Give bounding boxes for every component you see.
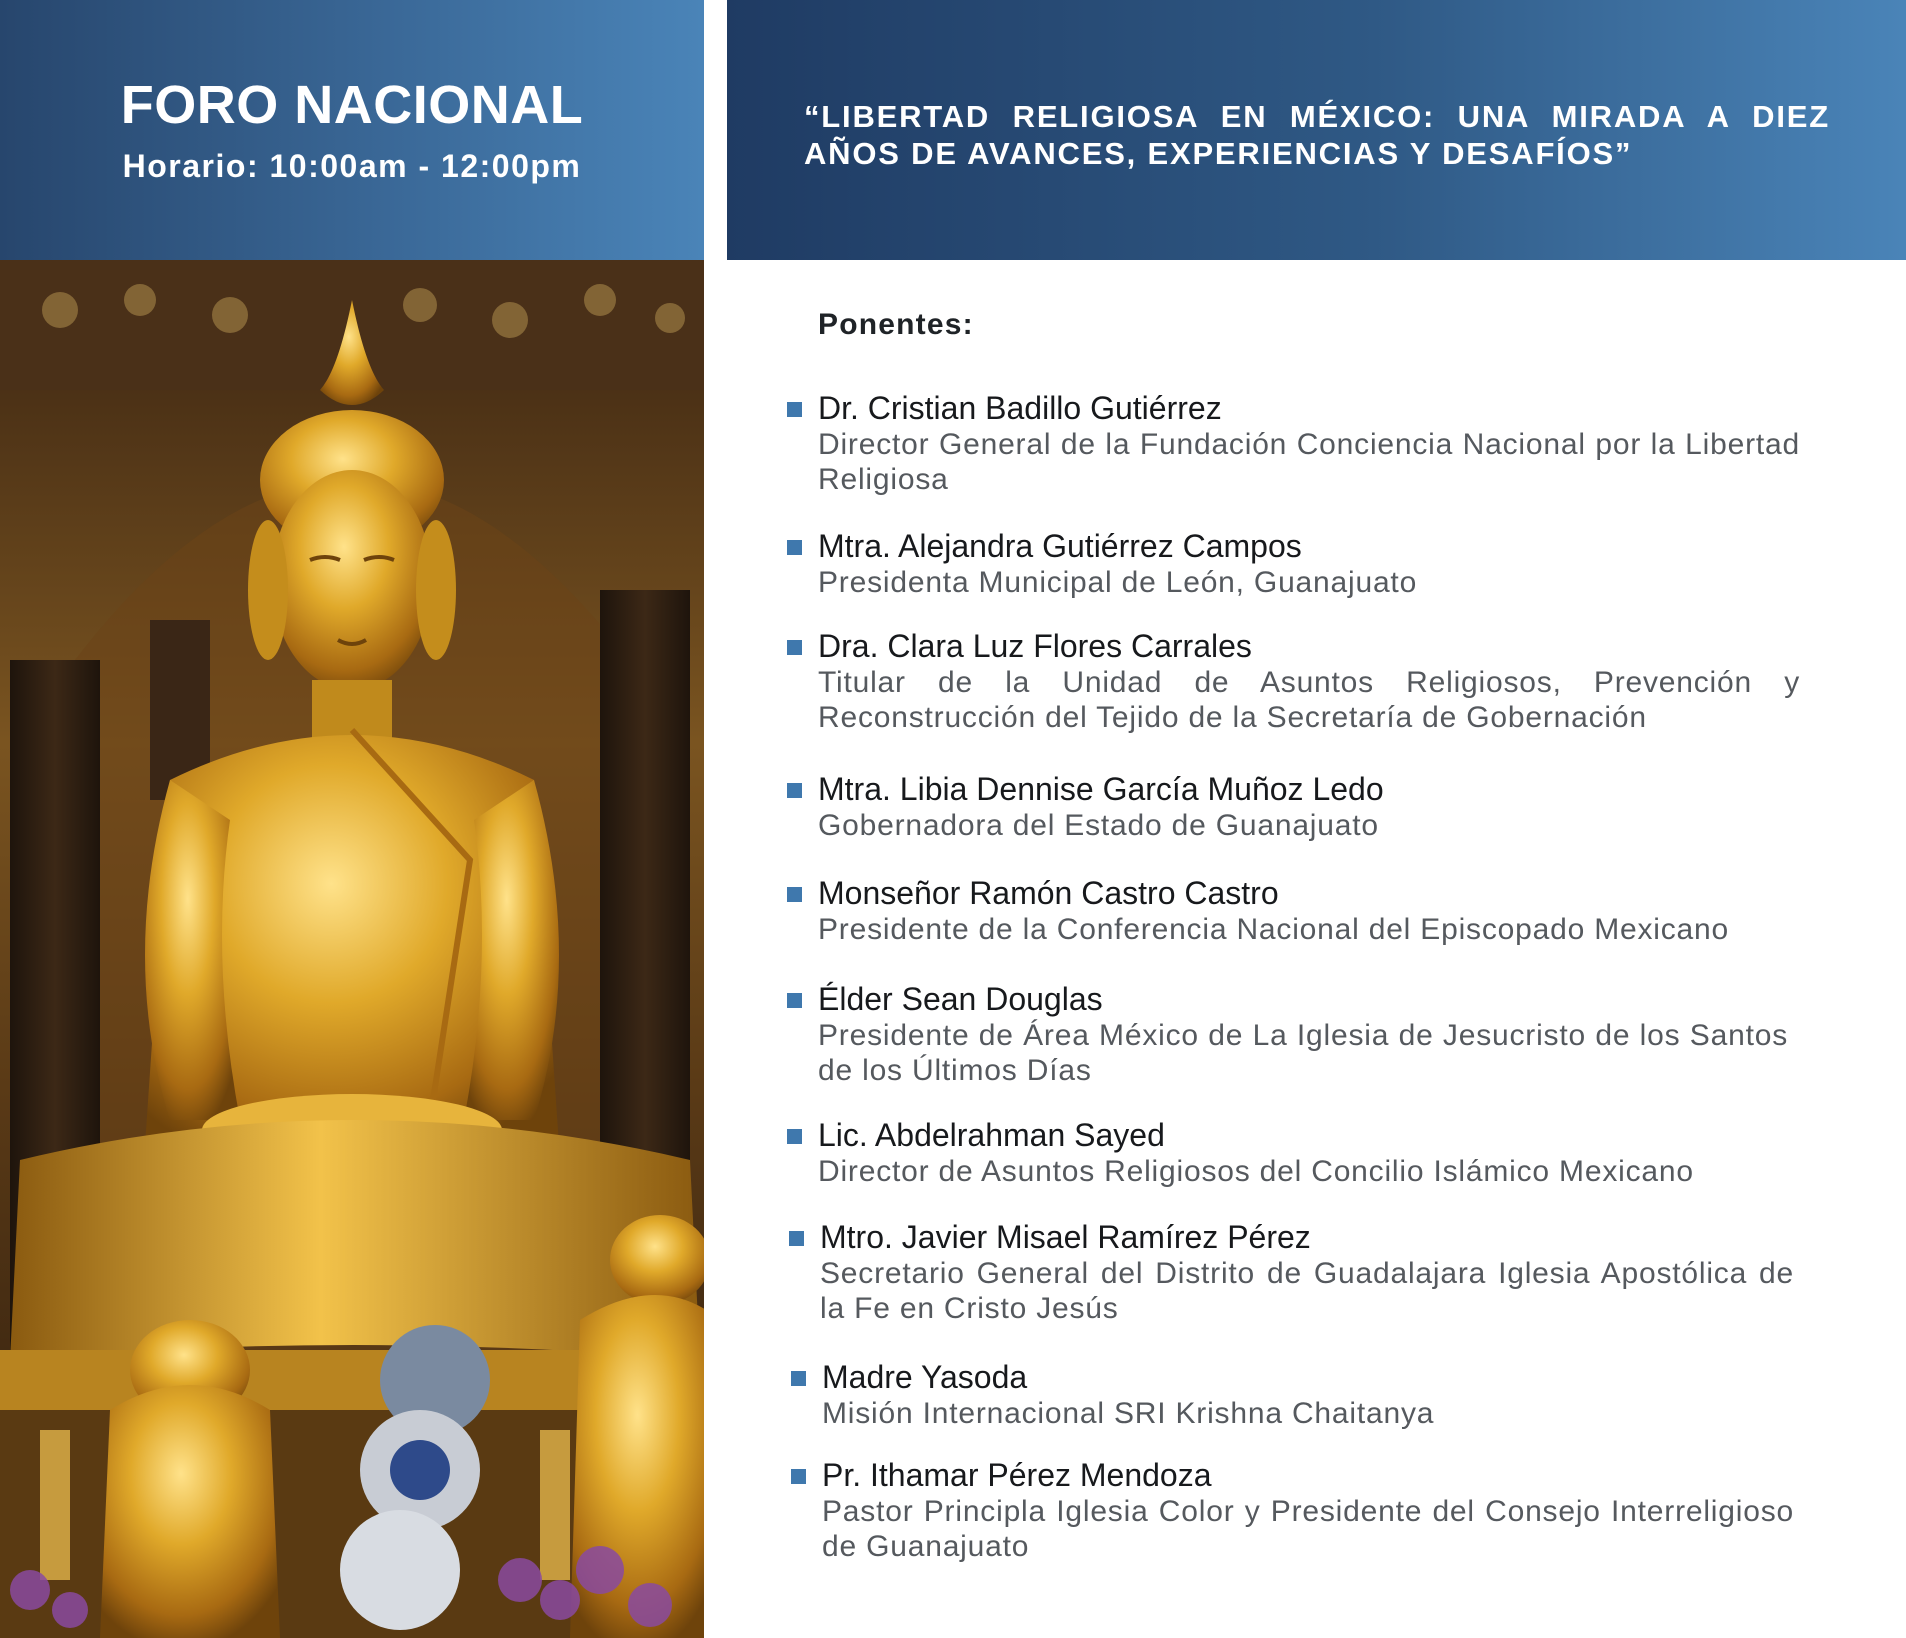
forum-theme-quote: “LIBERTAD RELIGIOSA EN MÉXICO: UNA MIRADA A DIEZ AÑOS DE AVANCES, EXPERIENCIAS Y DESAFÍOS” [804, 99, 1830, 171]
speaker-item [820, 1218, 1794, 1326]
speakers-heading: Ponentes: [818, 308, 974, 341]
speaker-role: Titular de la Unidad de Asuntos Religiosos, Prevención y Reconstrucción del Tejido de la Secretaría de Gobernación [818, 666, 1800, 734]
bullet-icon [791, 1371, 806, 1386]
right-header [727, 0, 1906, 260]
speaker-role: Misión Internacional SRI Krishna Chaitanya [822, 1397, 1435, 1430]
bullet-icon [787, 993, 802, 1008]
speaker-name: Monseñor Ramón Castro Castro [818, 875, 1279, 911]
bullet-icon [787, 402, 802, 417]
speaker-role: Secretario General del Distrito de Guadalajara Iglesia Apostólica de la Fe en Cristo Jesús [820, 1257, 1794, 1325]
speaker-name: Mtra. Libia Dennise García Muñoz Ledo [818, 771, 1384, 807]
speaker-role: Director de Asuntos Religiosos del Concilio Islámico Mexicano [818, 1155, 1694, 1188]
speaker-role: Presidente de Área México de La Iglesia de Jesucristo de los Santos de los Últimos Días [818, 1019, 1788, 1087]
forum-title: FORO NACIONAL [120, 75, 584, 135]
speaker-item [818, 980, 1788, 1088]
speaker-name: Mtra. Alejandra Gutiérrez Campos [818, 528, 1302, 564]
speaker-role: Presidente de la Conferencia Nacional del Episcopado Mexicano [818, 913, 1729, 946]
speaker-name: Mtro. Javier Misael Ramírez Pérez [820, 1219, 1311, 1255]
bullet-icon [787, 540, 802, 555]
speaker-role: Presidenta Municipal de León, Guanajuato [818, 566, 1418, 599]
schedule-text: Horario: 10:00am - 12:00pm [122, 148, 582, 184]
speaker-item [822, 1456, 1794, 1564]
speaker-name: Madre Yasoda [822, 1359, 1028, 1395]
speaker-item [818, 1116, 1800, 1189]
speaker-role: Director General de la Fundación Conciencia Nacional por la Libertad Religiosa [818, 428, 1800, 496]
speaker-name: Dra. Clara Luz Flores Carrales [818, 628, 1252, 664]
speaker-item [818, 389, 1800, 497]
speaker-item [818, 527, 1800, 600]
bullet-icon [791, 1469, 806, 1484]
bullet-icon [787, 640, 802, 655]
bullet-icon [789, 1231, 804, 1246]
speaker-name: Élder Sean Douglas [818, 981, 1103, 1017]
bullet-icon [787, 783, 802, 798]
speaker-item [818, 627, 1800, 735]
left-header [0, 0, 704, 260]
speaker-item [818, 770, 1800, 843]
speaker-name: Pr. Ithamar Pérez Mendoza [822, 1457, 1212, 1493]
speaker-name: Lic. Abdelrahman Sayed [818, 1117, 1165, 1153]
speaker-name: Dr. Cristian Badillo Gutiérrez [818, 390, 1222, 426]
speaker-role: Pastor Principla Iglesia Color y Presidente del Consejo Interreligioso de Guanajuato [822, 1495, 1794, 1563]
bullet-icon [787, 887, 802, 902]
speaker-item [818, 874, 1800, 947]
speaker-item [822, 1358, 1804, 1431]
bullet-icon [787, 1129, 802, 1144]
speaker-role: Gobernadora del Estado de Guanajuato [818, 809, 1379, 842]
golden-buddha-photo [0, 260, 704, 1638]
